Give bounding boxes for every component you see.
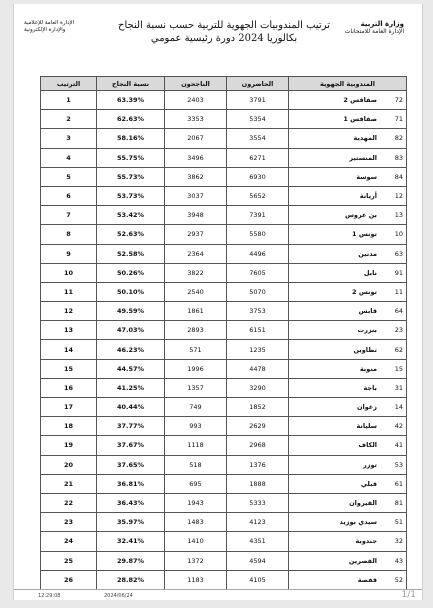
- region-name: قابس: [358, 307, 377, 316]
- rate-cell: 53.73%: [97, 186, 165, 205]
- rate-cell: 63.39%: [97, 91, 165, 110]
- region-code: 13: [394, 211, 403, 220]
- page-number: 1/1: [401, 590, 416, 600]
- ministry-name: وزارة التربية: [360, 20, 404, 28]
- passed-cell: 571: [165, 340, 227, 359]
- column-header-region: المندوبية الجهوية: [289, 77, 407, 91]
- region-cell: [289, 436, 407, 455]
- region-name: قبلي: [360, 479, 377, 488]
- table-row: [41, 186, 407, 205]
- region-name: القصرين: [348, 556, 377, 565]
- table-row: [41, 436, 407, 455]
- passed-cell: 1410: [165, 532, 227, 551]
- present-cell: 4123: [227, 513, 289, 532]
- passed-cell: 1183: [165, 570, 227, 589]
- region-cell: [289, 532, 407, 551]
- region-code: 72: [394, 96, 403, 105]
- present-cell: 4105: [227, 570, 289, 589]
- table-row: [41, 570, 407, 589]
- region-name: نابل: [363, 268, 377, 277]
- directorate-header: [24, 20, 88, 34]
- region-cell: [289, 340, 407, 359]
- region-code: 41: [394, 441, 403, 450]
- document-page: [13, 4, 423, 600]
- passed-cell: 3822: [165, 263, 227, 282]
- rate-cell: 52.63%: [97, 225, 165, 244]
- present-cell: 5333: [227, 493, 289, 512]
- region-cell: [289, 263, 407, 282]
- region-name: باجة: [363, 383, 377, 392]
- region-code: 91: [394, 268, 403, 277]
- rank-cell: 23: [41, 513, 97, 532]
- page-footer: [14, 589, 422, 600]
- rate-cell: 29.87%: [97, 551, 165, 570]
- region-cell: [289, 513, 407, 532]
- table-row: [41, 302, 407, 321]
- rank-cell: 5: [41, 167, 97, 186]
- present-cell: 5580: [227, 225, 289, 244]
- passed-cell: 749: [165, 398, 227, 417]
- region-code: 81: [394, 499, 403, 508]
- rate-cell: 50.10%: [97, 282, 165, 301]
- table-row: [41, 206, 407, 225]
- region-cell: [289, 302, 407, 321]
- region-code: 64: [394, 307, 403, 316]
- region-cell: [289, 493, 407, 512]
- present-cell: 7391: [227, 206, 289, 225]
- table-body: [41, 91, 407, 590]
- region-code: 61: [394, 479, 403, 488]
- region-name: سوسة: [356, 172, 377, 181]
- passed-cell: 1357: [165, 378, 227, 397]
- page-title: [94, 19, 354, 45]
- present-cell: 5070: [227, 282, 289, 301]
- rank-cell: 21: [41, 474, 97, 493]
- present-cell: 3753: [227, 302, 289, 321]
- present-cell: 3791: [227, 91, 289, 110]
- region-cell: [289, 244, 407, 263]
- region-name: تونس 2: [352, 287, 377, 296]
- region-code: 51: [394, 518, 403, 527]
- passed-cell: 1996: [165, 359, 227, 378]
- rank-cell: 14: [41, 340, 97, 359]
- present-cell: 1852: [227, 398, 289, 417]
- present-cell: 6151: [227, 321, 289, 340]
- table-row: [41, 398, 407, 417]
- region-code: 42: [394, 422, 403, 431]
- table-row: [41, 455, 407, 474]
- rank-cell: 25: [41, 551, 97, 570]
- rank-cell: 6: [41, 186, 97, 205]
- table-row: [41, 225, 407, 244]
- rank-cell: 3: [41, 129, 97, 148]
- present-cell: 1235: [227, 340, 289, 359]
- region-cell: [289, 570, 407, 589]
- passed-cell: 1483: [165, 513, 227, 532]
- rank-cell: 7: [41, 206, 97, 225]
- region-name: أريانة: [359, 192, 377, 201]
- passed-cell: 2937: [165, 225, 227, 244]
- rank-cell: 11: [41, 282, 97, 301]
- region-code: 31: [394, 383, 403, 392]
- rank-cell: 13: [41, 321, 97, 340]
- rate-cell: 37.65%: [97, 455, 165, 474]
- table-row: [41, 551, 407, 570]
- table-row: [41, 493, 407, 512]
- table-row: [41, 110, 407, 129]
- present-cell: 7605: [227, 263, 289, 282]
- passed-cell: 3948: [165, 206, 227, 225]
- title-line-2: بكالوريا 2024 دورة رئيسية عمومي: [150, 33, 298, 44]
- region-cell: [289, 91, 407, 110]
- rate-cell: 41.25%: [97, 378, 165, 397]
- region-code: 63: [394, 249, 403, 258]
- region-code: 71: [394, 115, 403, 124]
- rate-cell: 37.67%: [97, 436, 165, 455]
- rank-cell: 2: [41, 110, 97, 129]
- rank-cell: 16: [41, 378, 97, 397]
- passed-cell: 1861: [165, 302, 227, 321]
- rate-cell: 32.41%: [97, 532, 165, 551]
- passed-cell: 3037: [165, 186, 227, 205]
- directorate-line-1: الإدارة العامة للإعلامية: [24, 20, 75, 26]
- table-row: [41, 513, 407, 532]
- rate-cell: 37.77%: [97, 417, 165, 436]
- rank-cell: 18: [41, 417, 97, 436]
- region-code: 12: [394, 192, 403, 201]
- rate-cell: 35.97%: [97, 513, 165, 532]
- rate-cell: 50.26%: [97, 263, 165, 282]
- ranking-table: [40, 76, 407, 590]
- present-cell: 3554: [227, 129, 289, 148]
- region-code: 53: [394, 460, 403, 469]
- present-cell: 6930: [227, 167, 289, 186]
- rank-cell: 4: [41, 148, 97, 167]
- rank-cell: 22: [41, 493, 97, 512]
- present-cell: 5354: [227, 110, 289, 129]
- region-name: توزر: [363, 460, 377, 469]
- rate-cell: 62.63%: [97, 110, 165, 129]
- region-cell: [289, 378, 407, 397]
- present-cell: 3290: [227, 378, 289, 397]
- region-name: بنزرت: [357, 326, 377, 335]
- passed-cell: 1943: [165, 493, 227, 512]
- rate-cell: 46.23%: [97, 340, 165, 359]
- rate-cell: 55.73%: [97, 167, 165, 186]
- passed-cell: 2067: [165, 129, 227, 148]
- region-name: تونس 1: [352, 230, 377, 239]
- region-name: القيروان: [349, 499, 377, 508]
- ministry-department: الإدارة العامة للامتحانات: [344, 28, 404, 35]
- table-row: [41, 474, 407, 493]
- passed-cell: 1372: [165, 551, 227, 570]
- region-cell: [289, 455, 407, 474]
- table-row: [41, 91, 407, 110]
- table-row: [41, 417, 407, 436]
- region-cell: [289, 206, 407, 225]
- rank-cell: 10: [41, 263, 97, 282]
- column-header-rate: نسبة النجاح: [97, 77, 165, 91]
- rate-cell: 47.03%: [97, 321, 165, 340]
- region-name: بن عروس: [344, 211, 377, 220]
- rate-cell: 58.16%: [97, 129, 165, 148]
- rank-cell: 26: [41, 570, 97, 589]
- passed-cell: 695: [165, 474, 227, 493]
- table-row: [41, 244, 407, 263]
- table-row: [41, 532, 407, 551]
- present-cell: 4478: [227, 359, 289, 378]
- region-name: تطاوين: [353, 345, 377, 354]
- present-cell: 2629: [227, 417, 289, 436]
- present-cell: 5652: [227, 186, 289, 205]
- region-name: صفاقس 1: [343, 115, 377, 124]
- region-cell: [289, 186, 407, 205]
- table-row: [41, 359, 407, 378]
- title-line-1: ترتيب المندوبيات الجهوية للتربية حسب نسبة النجاح: [117, 20, 331, 31]
- region-name: المنستير: [349, 153, 377, 162]
- column-header-passed: الناجحون: [165, 77, 227, 91]
- passed-cell: 2540: [165, 282, 227, 301]
- passed-cell: 2364: [165, 244, 227, 263]
- region-cell: [289, 417, 407, 436]
- region-cell: [289, 110, 407, 129]
- passed-cell: 3353: [165, 110, 227, 129]
- region-code: 83: [394, 153, 403, 162]
- region-cell: [289, 474, 407, 493]
- rate-cell: 36.81%: [97, 474, 165, 493]
- present-cell: 4496: [227, 244, 289, 263]
- region-cell: [289, 148, 407, 167]
- rate-cell: 28.82%: [97, 570, 165, 589]
- present-cell: 4351: [227, 532, 289, 551]
- region-code: 62: [394, 345, 403, 354]
- print-time: 12:29:08: [38, 593, 61, 599]
- rate-cell: 40.44%: [97, 398, 165, 417]
- region-code: 10: [394, 230, 403, 239]
- rank-cell: 1: [41, 91, 97, 110]
- passed-cell: 3862: [165, 167, 227, 186]
- region-cell: [289, 225, 407, 244]
- rank-cell: 17: [41, 398, 97, 417]
- region-name: سيدي بوزيد: [339, 518, 377, 527]
- region-code: 11: [394, 287, 403, 296]
- passed-cell: 3496: [165, 148, 227, 167]
- table-row: [41, 167, 407, 186]
- region-code: 82: [394, 134, 403, 143]
- region-code: 84: [394, 172, 403, 181]
- table-row: [41, 148, 407, 167]
- print-date: 2024/06/24: [104, 593, 133, 599]
- present-cell: 2968: [227, 436, 289, 455]
- passed-cell: 993: [165, 417, 227, 436]
- region-name: زغوان: [356, 403, 377, 412]
- column-header-rank: الترتيب: [41, 77, 97, 91]
- directorate-line-2: والإدارة الإلكترونية: [24, 27, 66, 33]
- table-row: [41, 129, 407, 148]
- table-header-row: [41, 77, 407, 91]
- table-row: [41, 340, 407, 359]
- rate-cell: 44.57%: [97, 359, 165, 378]
- column-header-present: الحاضرون: [227, 77, 289, 91]
- rank-cell: 9: [41, 244, 97, 263]
- passed-cell: 518: [165, 455, 227, 474]
- rate-cell: 49.59%: [97, 302, 165, 321]
- table-row: [41, 282, 407, 301]
- region-name: منوبة: [359, 364, 377, 373]
- region-code: 52: [394, 575, 403, 584]
- region-code: 32: [394, 537, 403, 546]
- rank-cell: 20: [41, 455, 97, 474]
- region-cell: [289, 398, 407, 417]
- present-cell: 6271: [227, 148, 289, 167]
- rate-cell: 52.58%: [97, 244, 165, 263]
- region-code: 14: [394, 403, 403, 412]
- region-cell: [289, 551, 407, 570]
- present-cell: 1888: [227, 474, 289, 493]
- region-name: سليانة: [356, 422, 377, 431]
- region-name: المهدية: [353, 134, 377, 143]
- region-name: قفصة: [357, 575, 377, 584]
- region-code: 15: [394, 364, 403, 373]
- table-row: [41, 321, 407, 340]
- region-name: الكاف: [358, 441, 377, 450]
- rate-cell: 36.43%: [97, 493, 165, 512]
- region-cell: [289, 321, 407, 340]
- rank-cell: 8: [41, 225, 97, 244]
- region-cell: [289, 167, 407, 186]
- region-name: مدنين: [358, 249, 377, 258]
- rank-cell: 19: [41, 436, 97, 455]
- table-row: [41, 263, 407, 282]
- table-row: [41, 378, 407, 397]
- rate-cell: 55.75%: [97, 148, 165, 167]
- region-name: جندوبة: [355, 537, 377, 546]
- region-cell: [289, 129, 407, 148]
- region-name: صفاقس 2: [343, 96, 377, 105]
- region-code: 43: [394, 556, 403, 565]
- passed-cell: 2893: [165, 321, 227, 340]
- rank-cell: 12: [41, 302, 97, 321]
- region-cell: [289, 359, 407, 378]
- present-cell: 1376: [227, 455, 289, 474]
- rate-cell: 53.42%: [97, 206, 165, 225]
- rank-cell: 15: [41, 359, 97, 378]
- passed-cell: 2403: [165, 91, 227, 110]
- rank-cell: 24: [41, 532, 97, 551]
- passed-cell: 1118: [165, 436, 227, 455]
- present-cell: 4594: [227, 551, 289, 570]
- region-cell: [289, 282, 407, 301]
- region-code: 23: [394, 326, 403, 335]
